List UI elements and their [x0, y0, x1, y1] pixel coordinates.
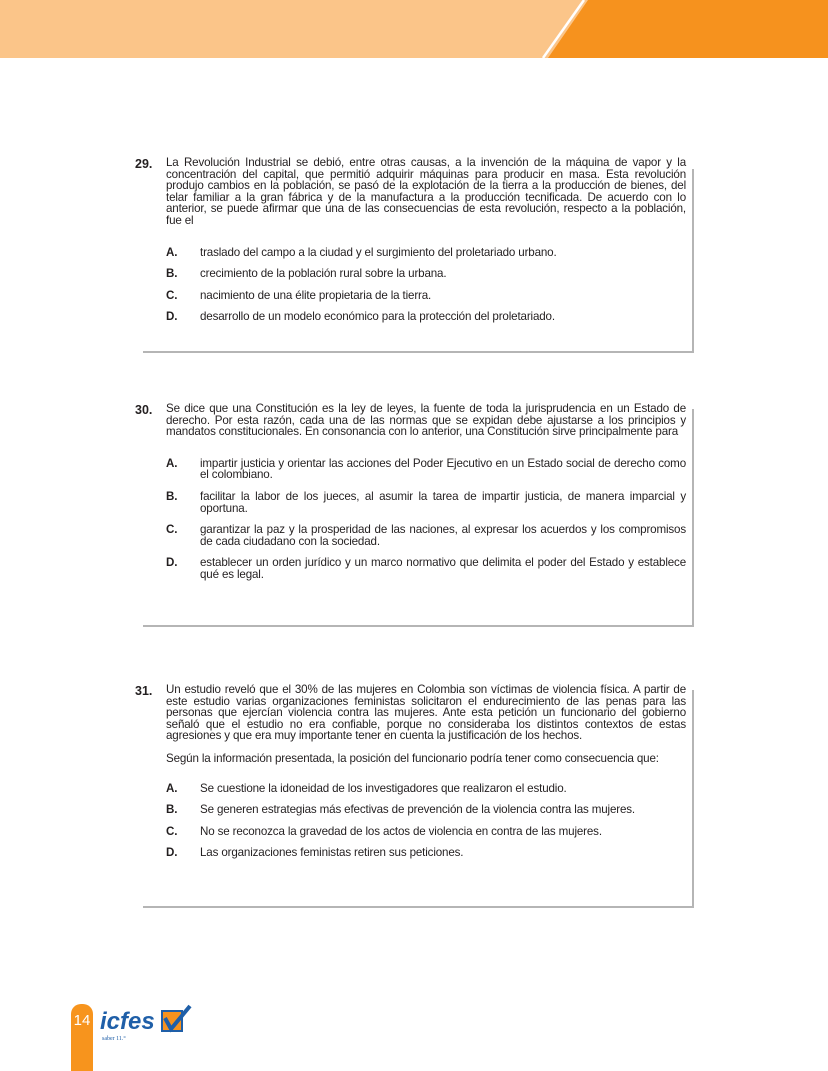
option-b[interactable]: [166, 491, 686, 514]
question-stem: La Revolución Industrial se debió, entre otras causas, a la invención de la máquina de vapor y la concentración del capital, que permitió adquirir máquinas para producir en masa. Esta revolución produjo cambios en la población, se pasó de la explotación de la tierra a la producción de bienes, del telar familiar a la gran fábrica y de la manufactura a la producción tecnificada. De acuerdo con lo anterior, se puede afirmar que una de las consecuencias de esta revolución, respecto a la población, fue el: [166, 156, 686, 227]
option-text: nacimiento de una élite propietaria de la tierra.: [200, 288, 432, 302]
option-text: Se generen estrategias más efectivas de prevención de la violencia contra las mujeres.: [200, 803, 635, 817]
option-c[interactable]: [166, 290, 686, 302]
option-letter: C.: [166, 523, 178, 537]
question-number: 30.: [135, 403, 153, 417]
option-d[interactable]: [166, 311, 686, 323]
option-letter: A.: [166, 781, 178, 795]
option-a[interactable]: [166, 783, 686, 795]
option-text: Las organizaciones feministas retiren sus peticiones.: [200, 846, 464, 860]
question-31: [135, 684, 694, 908]
option-letter: B.: [166, 803, 178, 817]
option-text: traslado del campo a la ciudad y el surgimiento del proletariado urbano.: [200, 245, 557, 259]
option-c[interactable]: [166, 826, 686, 838]
question-stem: Un estudio reveló que el 30% de las mujeres en Colombia son víctimas de violencia física. A partir de este estudio varias organizaciones feministas solicitaron el endurecimiento de las penas para las personas que ejercían violencia contra las mujeres. Ante esta petición un funcionario del gobierno señaló que el estudio no era confiable, porque no consideraba los distintos contextos de estas agresiones y que era muy importante tener en cuenta la justificación de los hechos.: [166, 683, 686, 743]
option-letter: B.: [166, 267, 178, 281]
question-prompt: Según la información presentada, la posición del funcionario podría tener como consecuencia que:: [166, 751, 659, 765]
option-a[interactable]: [166, 247, 686, 259]
question-stem: Se dice que una Constitución es la ley de leyes, la fuente de toda la jurisprudencia en un Estado de derecho. Por esta razón, cada una de las normas que se expidan debe ajustarse a los principios y mandatos constitucionales. En consonancia con lo anterior, una Constitución sirve principalmente para: [166, 402, 686, 439]
option-text: garantizar la paz y la prosperidad de las naciones, al expresar los acuerdos y los compromisos de cada ciudadano con la sociedad.: [200, 523, 686, 548]
header-banner: [0, 0, 828, 58]
option-b[interactable]: [166, 268, 686, 280]
icfes-logo: [98, 1003, 202, 1043]
svg-text:icfes: icfes: [100, 1008, 155, 1035]
option-text: impartir justicia y orientar las acciones del Poder Ejecutivo en un Estado social de derecho como el colombiano.: [200, 456, 686, 482]
option-letter: B.: [166, 489, 178, 503]
option-letter: C.: [166, 824, 178, 838]
option-d[interactable]: [166, 557, 686, 580]
option-a[interactable]: [166, 458, 686, 481]
question-number: 31.: [135, 684, 153, 698]
option-text: establecer un orden jurídico y un marco normativo que delimita el poder del Estado y establece qué es legal.: [200, 556, 686, 581]
option-b[interactable]: [166, 804, 686, 816]
option-text: No se reconozca la gravedad de los actos de violencia en contra de las mujeres.: [200, 824, 602, 838]
page-number: 14: [71, 1004, 93, 1071]
question-29: [135, 157, 694, 353]
option-text: crecimiento de la población rural sobre la urbana.: [200, 267, 447, 281]
option-letter: D.: [166, 556, 178, 570]
option-text: Se cuestione la idoneidad de los investigadores que realizaron el estudio.: [200, 781, 567, 795]
option-text: facilitar la labor de los jueces, al asumir la tarea de impartir justicia, de manera imparcial y oportuna.: [200, 489, 686, 515]
option-letter: D.: [166, 846, 178, 860]
question-number: 29.: [135, 157, 153, 171]
option-d[interactable]: [166, 847, 686, 859]
question-30: [135, 403, 694, 627]
option-text: desarrollo de un modelo económico para la protección del proletariado.: [200, 310, 555, 324]
option-letter: C.: [166, 288, 178, 302]
option-letter: D.: [166, 310, 178, 324]
option-letter: A.: [166, 245, 178, 259]
option-letter: A.: [166, 456, 178, 470]
option-c[interactable]: [166, 524, 686, 547]
svg-text:saber 11.°: saber 11.°: [102, 1036, 126, 1042]
